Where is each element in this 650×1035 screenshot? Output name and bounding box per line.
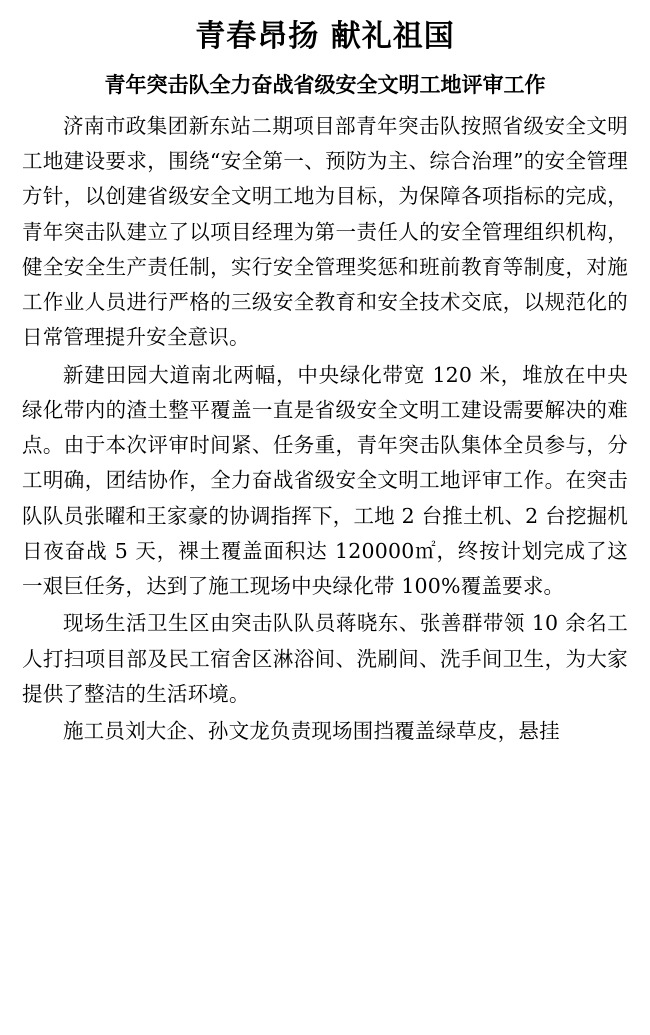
paragraph: 施工员刘大企、孙文龙负责现场围挡覆盖绿草皮，悬挂 (63, 719, 560, 744)
paragraph: 济南市政集团新东站二期项目部青年突击队按照省级安全文明工地建设要求，围绕“安全第一、预防为主、综合治理”的安全管理方针，以创建省级安全文明工地为目标，为保障各项指标的完成，青年突击队建立了以项目经理为第一责任人的安全管理组织机构，健全安全生产责任制，实行安全管理奖惩和班前教育等制度，对施工作业人员进行严格的三级安全教育和安全技术交底，以规范化的日常管理提升安全意识。 (22, 113, 628, 350)
paragraph: 现场生活卫生区由突击队队员蒋晓东、张善群带领 10 余名工人打扫项目部及民工宿舍区淋浴间、洗刷间、洗手间卫生，为大家提供了整洁的生活环境。 (22, 611, 628, 706)
document-title: 青春昂扬 献礼祖国 (195, 19, 455, 54)
document-subtitle: 青年突击队全力奋战省级安全文明工地评审工作 (104, 71, 546, 97)
paragraph: 新建田园大道南北两幅，中央绿化带宽 120 米，堆放在中央绿化带内的渣土整平覆盖一直是省级安全文明工建设需要解决的难点。由于本次评审时间紧、任务重，青年突击队集体全员参与，分工明确，团结协作，全力奋战省级安全文明工地评审工作。在突击队队员张曜和王家豪的协调指挥下，工地 2 台推土机、2 台挖掘机日夜奋战 5 天，裸土覆盖面积达 120000㎡，终按计划完成了这一艰巨任务，达到了施工现场中央绿化带 100%覆盖要求。 (22, 362, 628, 599)
